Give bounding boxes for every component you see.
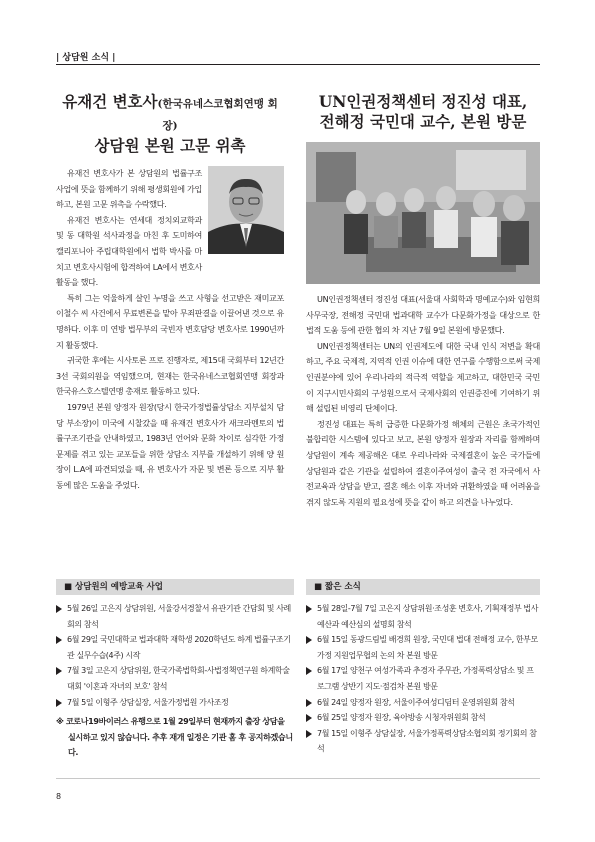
- triangle-bullet-icon: [56, 636, 62, 644]
- short-news-box: [306, 579, 540, 757]
- prevention-education-heading: ■ 상담원의 예방교육 사업: [56, 579, 294, 595]
- right-title-line1: UN인권정책센터 정진성 대표,: [318, 92, 528, 111]
- header-divider: [56, 64, 540, 65]
- right-article-title: [306, 92, 540, 132]
- left-article-title: [56, 92, 284, 156]
- group-meeting-photo-icon: [306, 142, 540, 284]
- triangle-bullet-icon: [306, 730, 312, 738]
- page-number: 8: [56, 792, 62, 801]
- right-title-line2: 전해정 국민대 교수, 본원 방문: [319, 112, 527, 131]
- triangle-bullet-icon: [56, 667, 62, 675]
- triangle-bullet-icon: [306, 714, 312, 722]
- triangle-bullet-icon: [306, 667, 312, 675]
- right-paragraph-3: 정진성 대표는 특히 급증한 다문화가정 해체의 근원은 초국가적인 불합리한 시스템에 있다고 보고, 본원 양정자 원장과 자리를 함께하며 상담원이 계속 제공해온 대로 우리나라와 국제결혼이 높은 국가들에 상담원과 같은 기관을 설립하여 결혼이주여성이 출국 전 자국에서 사전교육과 상담을 받고, 결혼 해소 이후 자녀와 귀환하였을 때 어려움을 겪지 않도록 지원의 필요성에 뜻을 같이 하고 의견을 나누었다.: [306, 418, 540, 507]
- section-tag: | 상담원 소식 |: [56, 53, 116, 63]
- left-title-line2: 상담원 본원 고문 위촉: [94, 136, 246, 155]
- left-paragraph-4: 귀국한 후에는 시사토론 프로 진행자로, 제15대 국회부터 12년간 3선 국회의원을 역임했으며, 현재는 한국유네스코협회연맹 회장과 한국유스호스텔연맹 총재로 활동하고 있다.: [56, 355, 284, 397]
- list-item: 6월 17일 양천구 여성가족과 추경자 주무관, 가정폭력상담소 및 프로그램 상반기 지도·점검차 본원 방문: [306, 663, 540, 694]
- list-item: 6월 15일 동광드림빌 배경희 원장, 국민대 법대 전해정 교수, 한부모가정 지원업무협의 논의 차 본원 방문: [306, 632, 540, 663]
- triangle-bullet-icon: [306, 605, 312, 613]
- left-title-sub: (한국유네스코협회연맹 회장): [157, 98, 278, 132]
- list-item: 6월 29일 국민대학교 법과대학 재학생 2020학년도 하계 법률구조기관 실무수습(4주) 시작: [56, 632, 294, 663]
- left-paragraph-2: 유재건 변호사는 연세대 정치외교학과 및 동 대학원 석사과정을 마친 후 도미하여 캘리포니아 주립대학원에서 법학 박사를 마치고 변호사시험에 합격하여 LA에서 변호사 활동을 했다.: [56, 214, 202, 288]
- prevention-education-list: [56, 601, 294, 710]
- prevention-education-box: [56, 579, 294, 761]
- footer-divider: [56, 778, 540, 779]
- short-news-list: [306, 601, 540, 757]
- left-article: [56, 92, 284, 493]
- covid-notice: ※ 코로나19바이러스 유행으로 1월 29일부터 현재까지 출장 상담을 실시하고 있지 않습니다. 추후 재개 일정은 기관 홈 후 공지하겠습니다.: [56, 716, 293, 758]
- left-paragraph-1: 유재건 변호사가 본 상담원의 법률구조사업에 뜻을 함께하기 위해 평생회원에 가입하고, 본원 고문 위촉을 수락했다.: [56, 168, 202, 210]
- triangle-bullet-icon: [56, 605, 62, 613]
- right-article: [306, 92, 540, 510]
- list-item: 5월 26일 고은지 상담위원, 서울강서경찰서 유관기관 간담회 및 사례회의 참석: [56, 601, 294, 632]
- list-item: 6월 24일 양정자 원장, 서울이주여성디딤터 운영위원회 참석: [306, 695, 540, 711]
- left-title-main: 유재건 변호사: [62, 92, 158, 111]
- list-item: 6월 25일 양정자 원장, 육아방송 시청자위원회 참석: [306, 710, 540, 726]
- triangle-bullet-icon: [306, 636, 312, 644]
- short-news-heading: ■ 짧은 소식: [306, 579, 540, 595]
- list-item: 7월 3일 고은지 상담위원, 한국가족법학회-사법정책연구원 하계학술대회 '이혼과 자녀의 보호' 참석: [56, 663, 294, 694]
- triangle-bullet-icon: [56, 699, 62, 707]
- right-paragraph-1: UN인권정책센터 정진성 대표(서울대 사회학과 명예교수)와 임현희 사무국장, 전해정 국민대 법과대학 교수가 다문화가정을 대상으로 한 법적 도움 등에 관한 협의 차 지난 7월 9일 본원에 방문했다.: [306, 294, 540, 336]
- list-item: 7월 15일 이형주 상담실장, 서울가정폭력상담소협의회 정기회의 참석: [306, 726, 540, 757]
- left-paragraph-5: 1979년 본원 양정자 원장(당시 한국가정법률상담소 지부설치 담당 부소장)이 미국에 시찰갔을 때 유재건 변호사가 새크라멘토의 법률구조기관을 안내하였고, 1983년 언어와 문화 차이로 심각한 가정문제를 겪고 있는 교포들을 위한 상담소 지부를 개설하기 위해 양 원장이 L.A에 파견되었을 때, 유 변호사가 자문 및 변론 등으로 지부 활동에 많은 도움을 주었다.: [56, 401, 284, 490]
- right-paragraph-2: UN인권정책센터는 UN의 인권제도에 대한 국내 인식 저변을 확대하고, 주요 국제적, 지역적 인권 이슈에 대한 연구를 수행함으로써 국제인권분야에 있어 우리나라의 적극적 역할을 제고하고, 대한민국 국민이 지구시민사회의 구성원으로서 국제사회의 인권증진에 기여하기 위해 설립된 비영리 단체이다.: [306, 340, 540, 414]
- triangle-bullet-icon: [306, 699, 312, 707]
- list-item: 5월 28일-7월 7일 고은지 상담위원·조성훈 변호사, 기획재정부 법사예산과 예산심의 설명회 참석: [306, 601, 540, 632]
- portrait-photo-icon: [208, 166, 284, 254]
- left-paragraph-3: 특히 그는 억울하게 살인 누명을 쓰고 사형을 선고받은 재미교포 이철수 씨 사건에서 무료변론을 맡아 무죄판결을 이끌어낸 것으로 유명하다. 이후 미 연방 법무부의 국빈자 변호담당 변호사로 1990년까지 활동했다.: [56, 292, 284, 350]
- list-item: 7월 5일 이형주 상담실장, 서울가정법원 가사조정: [56, 695, 294, 711]
